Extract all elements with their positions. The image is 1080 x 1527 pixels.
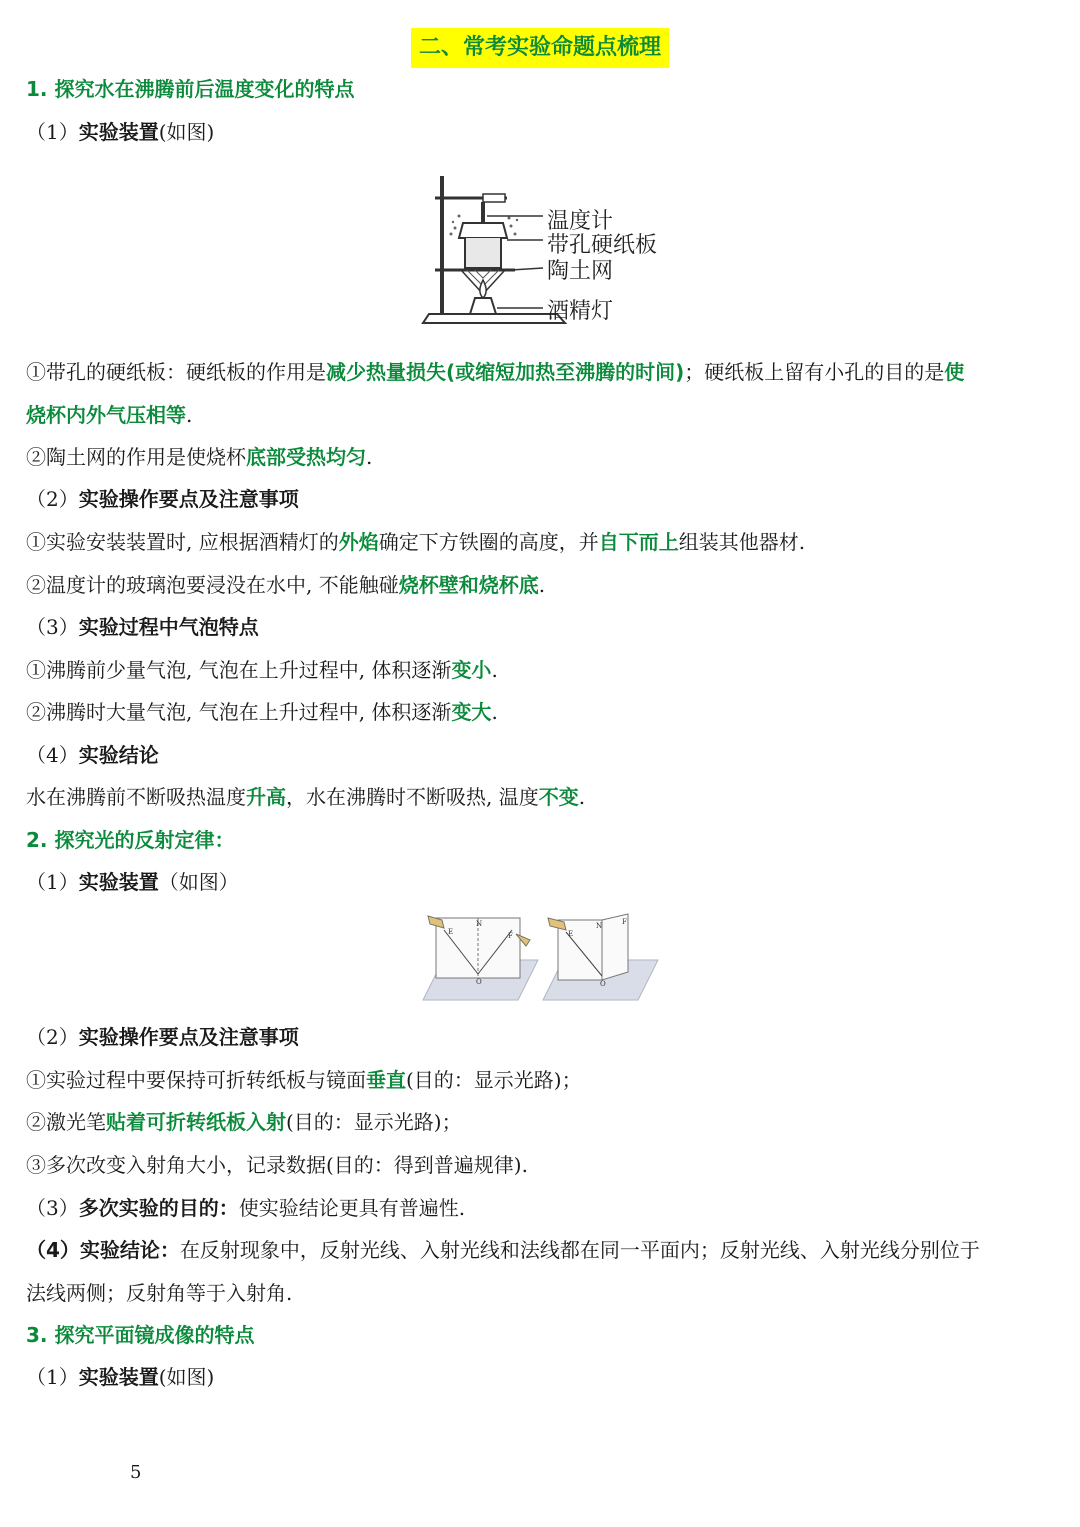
sub-note: （如图） [158, 870, 239, 894]
sub-title: 实验装置 [78, 1365, 159, 1389]
answer: 升高 [246, 785, 286, 809]
sub-note: (如图) [158, 1365, 215, 1389]
text: ②陶土网的作用是使烧杯 [26, 445, 246, 469]
title-wrap [0, 28, 1080, 68]
answer: 变大 [451, 700, 492, 724]
text: ①沸腾前少量气泡, 气泡在上升过程中, 体积逐渐 [26, 658, 452, 682]
sub-number: （3） [26, 1196, 79, 1220]
text: . [491, 658, 498, 682]
answer: 贴着可折转纸板入射 [106, 1110, 286, 1134]
page-number: 5 [130, 1462, 142, 1483]
sub-number: （1） [26, 1365, 79, 1389]
s1-p4 [26, 570, 1066, 600]
section-2-heading: 2. 探究光的反射定律： [26, 828, 235, 852]
s2-sub2 [26, 1022, 1066, 1052]
s2-sub3 [26, 1193, 1066, 1223]
label-N-left: N [476, 920, 483, 928]
s1-p7 [26, 782, 1066, 812]
page-title: 二、常考实验命题点梳理 [411, 28, 669, 68]
text: 确定下方铁圈的高度，并 [378, 530, 599, 554]
text: ；硬纸板上留有小孔的目的是 [684, 360, 945, 384]
text: . [491, 700, 498, 724]
label-cardboard: 带孔硬纸板 [547, 233, 658, 258]
s2-p1 [26, 1065, 1066, 1095]
label-O-left: O [476, 978, 482, 986]
s2-p2 [26, 1107, 1066, 1137]
s1-sub4 [26, 740, 1066, 770]
sub-title: 实验操作要点及注意事项 [78, 1025, 299, 1049]
cardboard [459, 223, 507, 238]
sub-title: 实验结论 [78, 743, 159, 767]
sub-number: （2） [26, 1025, 79, 1049]
answer: 烧杯壁和烧杯底 [398, 573, 539, 597]
text: ②沸腾时大量气泡, 气泡在上升过程中, 体积逐渐 [26, 700, 452, 724]
sub-number: （2） [26, 487, 79, 511]
sub-number: （1） [26, 870, 79, 894]
s3-sub1 [26, 1362, 1066, 1392]
text: ，水在沸腾时不断吸热, 温度 [286, 785, 539, 809]
sub-title: 实验操作要点及注意事项 [78, 487, 299, 511]
text: 组装其他器材. [678, 530, 806, 554]
sub-title: 实验结论： [79, 1238, 180, 1262]
answer: 使 [944, 360, 965, 384]
stand-base [423, 314, 565, 323]
s2-sub4 [26, 1235, 1066, 1265]
s1-p1-line1 [26, 357, 1066, 387]
reflection-apparatus-figure [418, 910, 668, 1010]
text: ①实验安装装置时, 应根据酒精灯的 [26, 530, 339, 554]
sub-number: （4） [26, 1238, 80, 1262]
s1-sub2 [26, 484, 1066, 514]
label-lamp: 酒精灯 [547, 299, 614, 324]
text: ②激光笔 [26, 1110, 106, 1134]
answer: 底部受热均匀 [246, 445, 366, 469]
label-O-right: O [600, 980, 606, 988]
sub-title: 实验装置 [78, 120, 159, 144]
answer: 自下而上 [598, 530, 679, 554]
sub-title: 实验装置 [78, 870, 159, 894]
answer: 减少热量损失(或缩短加热至沸腾的时间) [326, 360, 685, 384]
answer: 烧杯内外气压相等 [26, 403, 186, 427]
s1-p1-line2 [26, 400, 1066, 430]
sub-number: （1） [26, 120, 79, 144]
s2-sub1 [26, 867, 1066, 897]
s1-sub1 [26, 117, 1066, 147]
label-E-right: E [568, 930, 574, 938]
text: . [578, 785, 586, 809]
boiling-apparatus-figure [415, 168, 675, 340]
text: ①带孔的硬纸板：硬纸板的作用是 [26, 360, 326, 384]
answer: 垂直 [366, 1068, 406, 1092]
sub-text: 在反射现象中，反射光线、入射光线和法线都在同一平面内；反射光线、入射光线分别位于 [179, 1238, 980, 1262]
text: (目的：显示光路)； [286, 1110, 462, 1134]
text: . [538, 573, 546, 597]
s1-p2 [26, 442, 1066, 472]
sub-note: (如图) [158, 120, 215, 144]
s2-sub4-cont: 法线两侧；反射角等于入射角. [26, 1281, 293, 1305]
sub-number: （3） [26, 615, 79, 639]
answer: 变小 [451, 658, 492, 682]
label-thermometer: 温度计 [547, 209, 614, 234]
s1-p6 [26, 697, 1066, 727]
clamp [483, 194, 505, 202]
text: ①实验过程中要保持可折转纸板与镜面 [26, 1068, 366, 1092]
label-N-right: N [596, 922, 603, 930]
label-F-left: F [508, 932, 513, 940]
text: 水在沸腾前不断吸热温度 [26, 785, 246, 809]
answer: 外焰 [338, 530, 379, 554]
s1-p3 [26, 527, 1066, 557]
s2-p3: ③多次改变入射角大小，记录数据(目的：得到普遍规律). [26, 1153, 528, 1177]
s1-sub3 [26, 612, 1066, 642]
text: (目的：显示光路)； [406, 1068, 582, 1092]
section-1-heading: 1. 探究水在沸腾前后温度变化的特点 [26, 77, 355, 101]
beaker [465, 238, 501, 268]
answer: 不变 [538, 785, 579, 809]
text: . [366, 445, 373, 469]
s1-p5 [26, 655, 1066, 685]
sub-number: （4） [26, 743, 79, 767]
text: . [186, 403, 193, 427]
alcohol-lamp [470, 298, 496, 314]
flame [480, 280, 486, 298]
sub-title: 实验过程中气泡特点 [78, 615, 259, 639]
section-3-heading: 3. 探究平面镜成像的特点 [26, 1323, 255, 1347]
label-F-right: F [622, 918, 627, 926]
label-gauze: 陶土网 [547, 259, 614, 284]
sub-text: 使实验结论更具有普遍性. [238, 1196, 466, 1220]
text: ②温度计的玻璃泡要浸没在水中, 不能触碰 [26, 573, 399, 597]
label-E-left: E [448, 928, 454, 936]
sub-title: 多次实验的目的： [78, 1196, 239, 1220]
